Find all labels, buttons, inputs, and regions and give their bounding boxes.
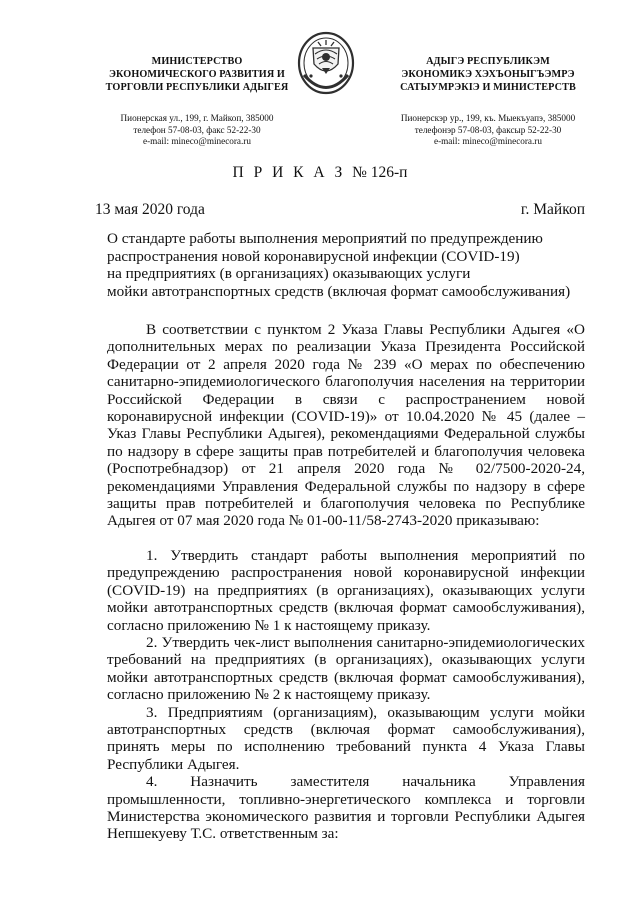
order-date: 13 мая 2020 года — [95, 201, 205, 218]
ministry-name-line: ТОРГОВЛИ РЕСПУБЛИКИ АДЫГЕЯ — [105, 82, 289, 93]
order-title — [0, 164, 640, 182]
ministry-name-russian — [92, 55, 302, 94]
ministry-name-line: САТЫУМРЭКIЭ И МИНИСТЕРСТВ — [400, 82, 576, 93]
email: e-mail: mineco@minecora.ru — [434, 136, 542, 146]
phone-fax: телефон 57-08-03, факс 52-22-30 — [133, 124, 261, 135]
order-city: г. Майкоп — [520, 201, 585, 218]
order-body — [107, 321, 585, 843]
order-item-3: 3. Предприятиям (организациям), оказывающим услуги мойки автотранспортных средств (включая формат самообслуживания), принять меры по исполнению требований пункта 4 Указа Главы Республики Адыгея. — [107, 703, 585, 773]
contacts-russian — [92, 113, 302, 148]
ministry-name-line: АДЫГЭ РЕСПУБЛИКЭМ — [426, 56, 550, 67]
address: Пионерская ул., 199, г. Майкоп, 385000 — [120, 113, 274, 123]
ministry-name-line: ЭКОНОМИЧЕСКОГО РАЗВИТИЯ И — [109, 69, 285, 80]
ministry-name-line: ЭКОНОМИКЭ ХЭХЪОНЫГЪЭМРЭ — [401, 69, 575, 80]
order-item-4: 4. Назначить заместителя начальника Управления промышленности, топливно-энергетического комплекса и торговли Министерства экономического развития и торговли Республики Адыгея Непшекуеву Т.С. ответственным за: — [107, 773, 585, 843]
subject-line: О стандарте работы выполнения мероприятий по предупреждению — [107, 230, 543, 247]
order-item-2: 2. Утвердить чек-лист выполнения санитарно-эпидемиологических требований на предприятиях (в организациях), оказывающих услуги мойки автотранспортных средств (включая формат самообслуживания), согласно приложению № 2 к настоящему приказу. — [107, 633, 585, 704]
email: e-mail: mineco@minecora.ru — [143, 136, 251, 146]
subject-line: мойки автотранспортных средств (включая формат самообслуживания) — [107, 282, 571, 300]
ministry-header-adyghe — [383, 55, 593, 148]
address: Пионерскэр ур., 199, къ. Мыекъуапэ, 385000 — [400, 113, 576, 123]
preamble-paragraph: В соответствии с пунктом 2 Указа Главы Республики Адыгея «О дополнительных мерах по реализации Указа Президента Российской Федерации от 2 апреля 2020 года № 239 «О мерах по обеспечению санитарно-эпидемиологического благополучия населения на территории Российской Федерации в связи с распространением новой коронавирусной инфекции (COVID-19)» от 10.04.2020 № 45 (далее – Указ Главы Республики Адыгея), рекомендациями Федеральной службы по надзору в сфере защиты прав потребителей и благополучия человека (Роспотребнадзор) от 21 апреля 2020 года № 02/7500-2020-24, рекомендациями Управления Федеральной службы по надзору в сфере защиты прав потребителей и благополучия человека по Республике Адыгея от 07 мая 2020 года № 01-00-11/58-2743-2020 приказываю: — [107, 321, 585, 530]
order-subject — [107, 230, 587, 300]
order-title-word: П Р И К А З — [232, 164, 346, 181]
order-number: № 126-п — [352, 164, 408, 181]
ministry-header-russian — [92, 55, 302, 148]
order-item-1: 1. Утвердить стандарт работы выполнения мероприятий по предупреждению распространения новой коронавирусной инфекции (COVID-19) на предприятиях (в организациях), оказывающих услуги мойки автотранспортных средств (включая формат самообслуживания), согласно приложению № 1 к настоящему приказу. — [107, 546, 585, 634]
coat-of-arms-icon — [295, 30, 357, 100]
subject-line: распространения новой коронавирусной инфекции (COVID-19) — [107, 247, 520, 265]
ministry-name-adyghe — [383, 55, 593, 94]
ministry-name-line: МИНИСТЕРСТВО — [151, 56, 243, 67]
subject-line: на предприятиях (в организациях) оказывающих услуги — [107, 265, 471, 282]
contacts-adyghe — [383, 113, 593, 148]
phone-fax: телефонэр 57-08-03, факсыр 52-22-30 — [414, 124, 562, 135]
